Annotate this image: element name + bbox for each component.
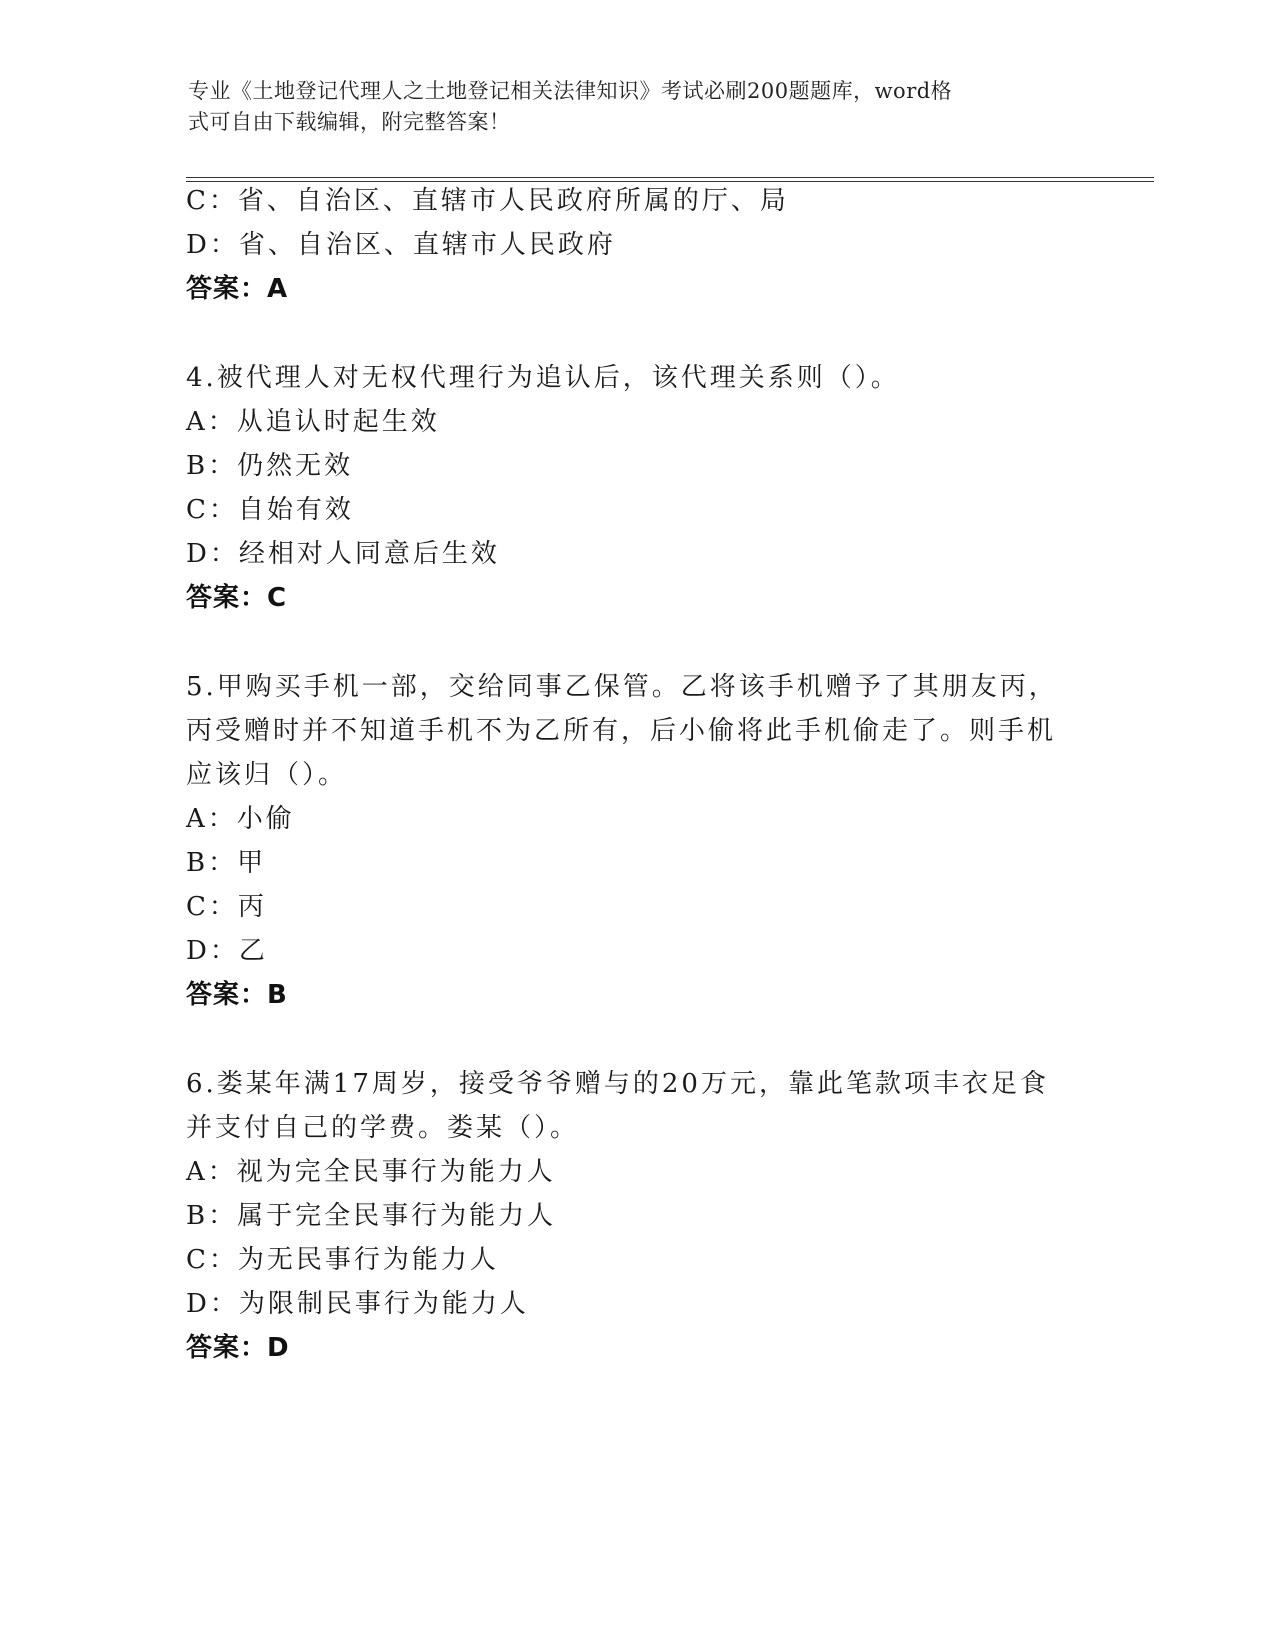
q5-answer: 答案：B <box>186 980 288 1010</box>
q5-stem-line-3: 应该归（）。 <box>186 760 348 790</box>
q6-option-c: C：为无民事行为能力人 <box>186 1245 499 1275</box>
q6-option-a: A：视为完全民事行为能力人 <box>186 1157 556 1187</box>
q4-answer: 答案：C <box>186 583 288 613</box>
q5-option-a: A：小偷 <box>186 804 295 834</box>
q5-option-c: C：丙 <box>186 892 267 922</box>
q6-option-b: B：属于完全民事行为能力人 <box>186 1201 557 1231</box>
header-divider <box>186 177 1154 182</box>
q4-option-c: C：自始有效 <box>186 495 354 525</box>
q6-stem-line-2: 并支付自己的学费。娄某（）。 <box>186 1113 580 1143</box>
header-line-1: 专业《土地登记代理人之土地登记相关法律知识》考试必刷200题题库，word格 <box>188 79 953 103</box>
q4-option-a: A：从追认时起生效 <box>186 407 440 437</box>
q3-option-d: D：省、自治区、直辖市人民政府 <box>186 230 616 260</box>
q4-option-d: D：经相对人同意后生效 <box>186 539 500 569</box>
q4-stem: 4.被代理人对无权代理行为追认后，该代理关系则（）。 <box>186 363 900 393</box>
q6-stem-line-1: 6.娄某年满17周岁，接受爷爷赠与的20万元，靠此笔款项丰衣足食 <box>186 1069 1049 1099</box>
q4-option-b: B：仍然无效 <box>186 451 354 481</box>
q6-option-d: D：为限制民事行为能力人 <box>186 1289 529 1319</box>
q6-answer: 答案：D <box>186 1333 290 1363</box>
header-line-2: 式可自由下载编辑，附完整答案！ <box>188 110 511 134</box>
document-header <box>188 76 1068 138</box>
q5-stem-line-1: 5.甲购买手机一部，交给同事乙保管。乙将该手机赠予了其朋友丙， <box>186 672 1058 702</box>
q3-option-c: C：省、自治区、直辖市人民政府所属的厅、局 <box>186 186 789 216</box>
q5-option-b: B：甲 <box>186 848 267 878</box>
q5-stem-line-2: 丙受赠时并不知道手机不为乙所有，后小偷将此手机偷走了。则手机 <box>186 716 1057 746</box>
q3-answer: 答案：A <box>186 274 289 304</box>
q5-option-d: D：乙 <box>186 936 268 966</box>
